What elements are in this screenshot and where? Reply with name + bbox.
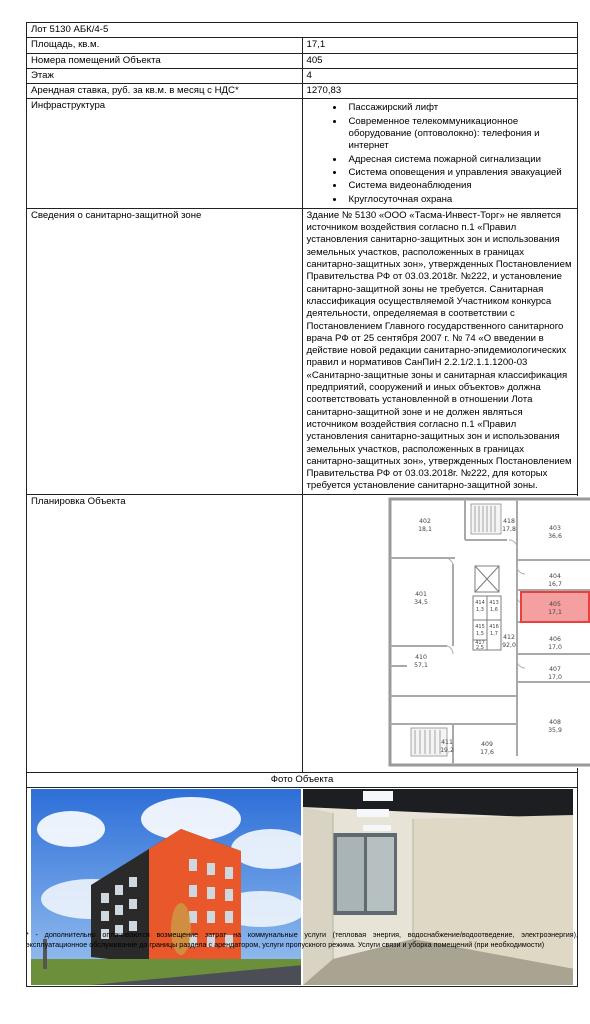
- infrastructure-item: • Система оповещения и управления эвакуацией: [345, 167, 574, 179]
- room-area: 34,5: [413, 598, 428, 606]
- building-exterior-photo: [31, 789, 301, 985]
- room-number: 413: [488, 599, 499, 606]
- rooms-row: [27, 53, 578, 68]
- room-number: 417: [474, 639, 485, 646]
- infrastructure-item: • Адресная система пожарной сигнализации: [345, 154, 574, 166]
- plan-label: Планировка Объекта: [27, 494, 303, 772]
- floor-value: 4: [302, 68, 578, 83]
- room-area: 2,5: [475, 644, 484, 651]
- photo-header-row: [27, 772, 578, 787]
- floor-label: Этаж: [27, 68, 303, 83]
- room-area: 17,0: [547, 643, 562, 651]
- room-number: 408: [548, 718, 561, 726]
- office-interior-photo: [303, 789, 573, 985]
- infrastructure-cell: [302, 99, 578, 208]
- lot-title: Лот 5130 АБК/4-5: [27, 23, 578, 38]
- room-number: 405: [548, 600, 561, 608]
- room-area: 17,0: [547, 673, 562, 681]
- room-area: 1,6: [489, 606, 498, 613]
- room-area: 17,8: [501, 525, 516, 533]
- area-row: [27, 38, 578, 53]
- room-number: 401: [414, 590, 427, 598]
- photo-cell: [27, 787, 578, 986]
- area-label: Площадь, кв.м.: [27, 38, 303, 53]
- room-area: 18,1: [417, 525, 432, 533]
- room-number: 411: [440, 738, 453, 746]
- room-number: 406: [548, 635, 561, 643]
- plan-row: [27, 494, 578, 772]
- photo-row: [27, 787, 578, 986]
- room-area: 1,3: [475, 606, 484, 613]
- sanitary-row: [27, 208, 578, 494]
- rooms-value: 405: [302, 53, 578, 68]
- room-number: 403: [548, 524, 561, 532]
- room-area: 19,2: [439, 746, 454, 754]
- room-area: 1,5: [475, 630, 484, 637]
- room-area: 17,1: [547, 608, 562, 616]
- room-number: 415: [474, 623, 485, 630]
- rate-row: [27, 84, 578, 99]
- room-area: 92,0: [501, 641, 516, 649]
- sanitary-text: Здание № 5130 «ООО «Тасма-Инвест-Торг» не является источником воздействия согласно п.1 «Правил установления санитарно-защитных зон и использования земельных участков, расположенных в границах санитарно-защитных зон», утвержденных Постановлением Правительства РФ от 03.03.2018г. №222, и установление санитарно-защитной зоны не требуется. Санитарная классификация осуществляемой Участником конкурса деятельности, определяемая в соответствии с Постановлением Главного государственного санитарного врача РФ от 25 сентября 2007 г. № 74 «О введении в действие новой редакции санитарно-эпидемиологических правил и нормативов СанПиН 2.2.1/2.1.1.1200-03 «Санитарно-защитные зоны и санитарная классификация предприятий, сооружений и иных объектов» должна соответствовать установленной в отношении Лота санитарно-защитной зоне и не должен являться источником воздействия согласно п.1 «Правил установления санитарно-защитных зон и использования земельных участков, расположенных в границах санитарно-защитных зон», утвержденных Постановлением Правительства РФ от 03.03.2018г. №222, для которых требуется установление санитарно-защитной зоны.: [302, 208, 578, 494]
- footnote: * - дополнительно оплачиваются возмещение затрат на коммунальные услуги (тепловая энергия, водоснабжение/водоотведение, электроэнергия), эксплуатационное обслуживание до границы раздела с арендатором, услуги пропускного режима. Услуги связи и уборка помещений (при необходимости): [26, 930, 578, 949]
- room-area: 16,7: [547, 580, 562, 588]
- room-number: 409: [480, 740, 493, 748]
- room-area: 35,9: [547, 726, 562, 734]
- room-number: 404: [548, 572, 561, 580]
- room-number: 402: [418, 517, 431, 525]
- title-row: [27, 23, 578, 38]
- rate-value: 1270,83: [302, 84, 578, 99]
- room-number: 414: [474, 599, 485, 606]
- infrastructure-list: [307, 102, 574, 205]
- infrastructure-item: • Современное телекоммуникационное оборудование (оптоволокно): телефония и интернет: [345, 116, 574, 153]
- room-area: 57,1: [413, 661, 428, 669]
- rate-label: Арендная ставка, руб. за кв.м. в месяц с НДС*: [27, 84, 303, 99]
- room-number: 416: [488, 623, 499, 630]
- floor-row: [27, 68, 578, 83]
- room-number: 410: [414, 653, 427, 661]
- room-number: 418: [502, 517, 515, 525]
- room-number: 407: [548, 665, 561, 673]
- area-value: 17,1: [302, 38, 578, 53]
- rooms-label: Номера помещений Объекта: [27, 53, 303, 68]
- room-area: 1,7: [489, 630, 498, 637]
- photo-strip: [31, 789, 573, 985]
- room-area: 36,6: [547, 532, 562, 540]
- infrastructure-item: • Пассажирский лифт: [345, 102, 574, 114]
- photo-section-title: Фото Объекта: [27, 772, 578, 787]
- room-area: 17,6: [479, 748, 494, 756]
- lot-table: [26, 22, 578, 987]
- infrastructure-row: [27, 99, 578, 208]
- plan-cell: [302, 494, 578, 772]
- infrastructure-label: Инфраструктура: [27, 99, 303, 208]
- floor-plan-drawing: [387, 496, 590, 768]
- floor-plan: [387, 496, 590, 768]
- infrastructure-item: • Система видеонаблюдения: [345, 180, 574, 192]
- lot-sheet: [26, 22, 578, 987]
- sanitary-label: Сведения о санитарно-защитной зоне: [27, 208, 303, 494]
- room-number: 412: [502, 633, 515, 641]
- infrastructure-item: • Круглосуточная охрана: [345, 194, 574, 206]
